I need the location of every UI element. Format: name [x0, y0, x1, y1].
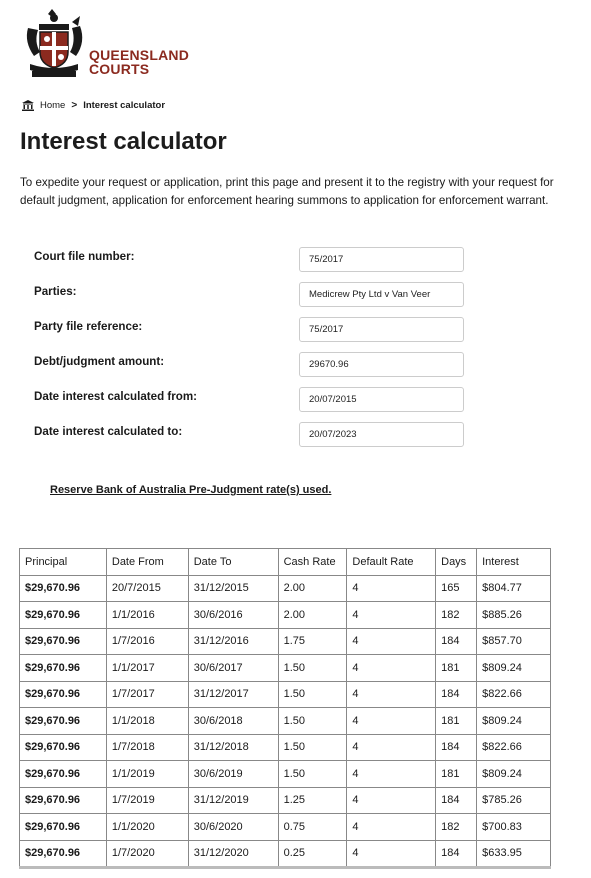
cell-date-from: 1/7/2016	[106, 628, 188, 655]
breadcrumb-separator: >	[71, 100, 78, 111]
table-row	[20, 761, 551, 788]
cell-principal: $29,670.96	[20, 708, 107, 735]
court-file-number-input[interactable]	[299, 247, 464, 272]
debt-amount-input[interactable]	[299, 352, 464, 377]
cell-interest: $809.24	[477, 761, 551, 788]
cell-date-to: 31/12/2015	[188, 575, 278, 602]
cell-principal: $29,670.96	[20, 655, 107, 682]
cell-date-from: 1/7/2019	[106, 787, 188, 814]
cell-principal: $29,670.96	[20, 602, 107, 629]
cell-default-rate: 4	[347, 814, 436, 841]
cell-days: 165	[436, 575, 477, 602]
date-to-input[interactable]	[299, 422, 464, 447]
rba-rates-link[interactable]: Reserve Bank of Australia Pre-Judgment rate(s) used.	[50, 484, 332, 496]
cell-default-rate: 4	[347, 734, 436, 761]
party-file-reference-input[interactable]	[299, 317, 464, 342]
cell-principal: $29,670.96	[20, 734, 107, 761]
cell-interest: $809.24	[477, 655, 551, 682]
cell-cash-rate: 2.00	[278, 575, 347, 602]
cell-days: 184	[436, 840, 477, 868]
cell-date-to: 30/6/2018	[188, 708, 278, 735]
cell-days: 181	[436, 708, 477, 735]
form-row-court-file-number	[34, 247, 474, 277]
cell-default-rate: 4	[347, 761, 436, 788]
cell-interest: $804.77	[477, 575, 551, 602]
cell-days: 184	[436, 628, 477, 655]
cell-date-from: 20/7/2015	[106, 575, 188, 602]
col-header-date-to: Date To	[188, 549, 278, 576]
page-title: Interest calculator	[20, 128, 227, 155]
col-header-principal: Principal	[20, 549, 107, 576]
cell-principal: $29,670.96	[20, 787, 107, 814]
table-row	[20, 575, 551, 602]
table-row	[20, 655, 551, 682]
cell-cash-rate: 1.50	[278, 708, 347, 735]
breadcrumb-home-link[interactable]: Home	[40, 100, 66, 111]
col-header-date-from: Date From	[106, 549, 188, 576]
form-row-parties	[34, 282, 474, 312]
cell-default-rate: 4	[347, 602, 436, 629]
cell-date-from: 1/7/2017	[106, 681, 188, 708]
intro-text: To expedite your request or application, print this page and present it to the registry with your request for default judgment, application for enforcement hearing summons to application for enforcement warrant.	[20, 176, 554, 207]
cell-days: 184	[436, 787, 477, 814]
cell-principal: $29,670.96	[20, 840, 107, 868]
parties-input[interactable]	[299, 282, 464, 307]
form-row-date-to	[34, 422, 474, 452]
cell-default-rate: 4	[347, 655, 436, 682]
cell-date-from: 1/1/2018	[106, 708, 188, 735]
col-header-cash-rate: Cash Rate	[278, 549, 347, 576]
cell-date-from: 1/7/2018	[106, 734, 188, 761]
cell-date-from: 1/1/2016	[106, 602, 188, 629]
table-row	[20, 628, 551, 655]
cell-interest: $822.66	[477, 681, 551, 708]
cell-default-rate: 4	[347, 681, 436, 708]
date-from-label: Date interest calculated from:	[34, 390, 198, 403]
cell-date-to: 30/6/2017	[188, 655, 278, 682]
cell-default-rate: 4	[347, 840, 436, 868]
table-row	[20, 734, 551, 761]
cell-cash-rate: 1.25	[278, 787, 347, 814]
cell-date-to: 31/12/2020	[188, 840, 278, 868]
cell-date-from: 1/7/2020	[106, 840, 188, 868]
cell-principal: $29,670.96	[20, 681, 107, 708]
institution-icon[interactable]	[22, 100, 34, 111]
cell-default-rate: 4	[347, 708, 436, 735]
table-row	[20, 681, 551, 708]
cell-interest: $885.26	[477, 602, 551, 629]
cell-date-from: 1/1/2019	[106, 761, 188, 788]
cell-date-to: 31/12/2019	[188, 787, 278, 814]
logo-line-2: COURTS	[89, 61, 150, 77]
parties-label: Parties:	[34, 285, 77, 298]
interest-table	[19, 548, 551, 869]
cell-date-to: 30/6/2019	[188, 761, 278, 788]
cell-date-from: 1/1/2020	[106, 814, 188, 841]
logo-line-1: QUEENSLAND	[89, 47, 190, 63]
form-row-debt-amount	[34, 352, 474, 382]
breadcrumb	[22, 100, 165, 111]
cell-interest: $809.24	[477, 708, 551, 735]
col-header-interest: Interest	[477, 549, 551, 576]
col-header-days: Days	[436, 549, 477, 576]
cell-cash-rate: 1.50	[278, 655, 347, 682]
cell-date-to: 31/12/2017	[188, 681, 278, 708]
form-row-date-from	[34, 387, 474, 417]
cell-date-to: 30/6/2016	[188, 602, 278, 629]
cell-default-rate: 4	[347, 628, 436, 655]
table-row	[20, 602, 551, 629]
cell-date-to: 31/12/2018	[188, 734, 278, 761]
cell-cash-rate: 1.50	[278, 734, 347, 761]
table-row	[20, 787, 551, 814]
cell-principal: $29,670.96	[20, 814, 107, 841]
cell-days: 181	[436, 761, 477, 788]
cell-principal: $29,670.96	[20, 628, 107, 655]
cell-principal: $29,670.96	[20, 761, 107, 788]
cell-days: 182	[436, 602, 477, 629]
form-row-party-file-reference	[34, 317, 474, 347]
cell-cash-rate: 2.00	[278, 602, 347, 629]
cell-days: 184	[436, 734, 477, 761]
date-from-input[interactable]	[299, 387, 464, 412]
logo-text	[89, 48, 189, 76]
cell-cash-rate: 1.75	[278, 628, 347, 655]
table-row	[20, 708, 551, 735]
table-header-row	[20, 549, 551, 576]
cell-date-to: 30/6/2020	[188, 814, 278, 841]
cell-cash-rate: 1.50	[278, 761, 347, 788]
cell-days: 182	[436, 814, 477, 841]
cell-interest: $700.83	[477, 814, 551, 841]
table-row	[20, 814, 551, 841]
cell-days: 181	[436, 655, 477, 682]
table-row	[20, 840, 551, 868]
party-file-reference-label: Party file reference:	[34, 320, 143, 333]
breadcrumb-current: Interest calculator	[83, 100, 166, 111]
debt-amount-label: Debt/judgment amount:	[34, 355, 165, 368]
cell-default-rate: 4	[347, 575, 436, 602]
queensland-courts-logo[interactable]	[22, 8, 202, 82]
court-file-number-label: Court file number:	[34, 250, 135, 263]
coat-of-arms-icon	[22, 8, 86, 80]
cell-interest: $633.95	[477, 840, 551, 868]
cell-cash-rate: 0.75	[278, 814, 347, 841]
cell-default-rate: 4	[347, 787, 436, 814]
col-header-default-rate: Default Rate	[347, 549, 436, 576]
cell-cash-rate: 1.50	[278, 681, 347, 708]
cell-date-to: 31/12/2016	[188, 628, 278, 655]
cell-interest: $857.70	[477, 628, 551, 655]
date-to-label: Date interest calculated to:	[34, 425, 183, 438]
cell-interest: $822.66	[477, 734, 551, 761]
cell-days: 184	[436, 681, 477, 708]
cell-date-from: 1/1/2017	[106, 655, 188, 682]
cell-interest: $785.26	[477, 787, 551, 814]
cell-cash-rate: 0.25	[278, 840, 347, 868]
cell-principal: $29,670.96	[20, 575, 107, 602]
